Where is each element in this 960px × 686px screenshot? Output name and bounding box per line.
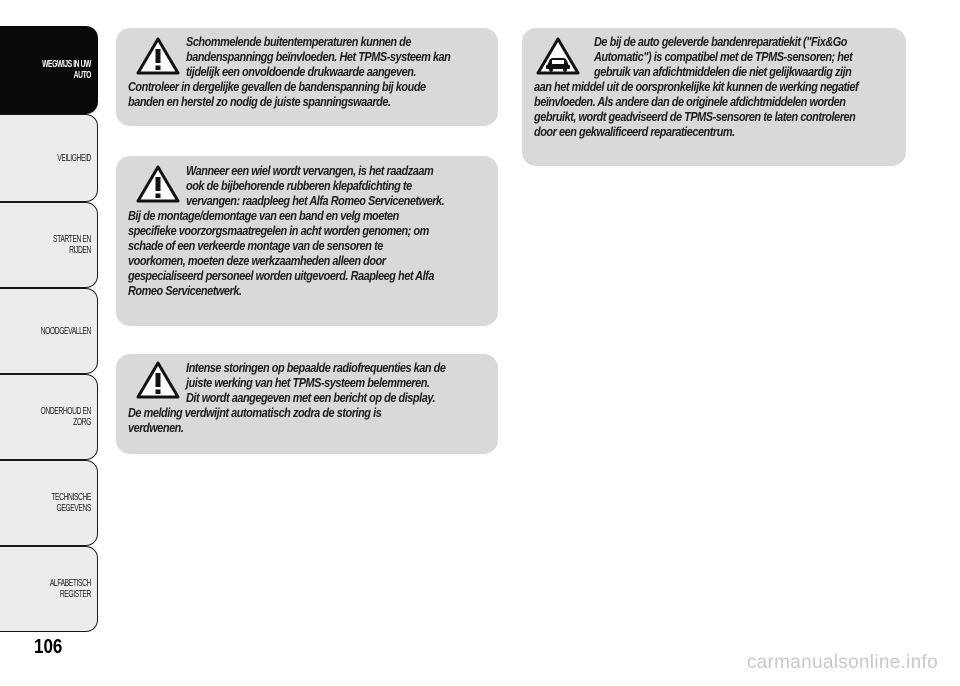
note-line: Schommelende buitentemperaturen kunnen de <box>186 34 411 49</box>
tab-label-line: STARTEN EN RIJDEN <box>53 234 91 256</box>
note-line: Automatic") is compatibel met de TPMS-sensoren; het <box>594 49 853 64</box>
tab-starten-en-rijden[interactable] <box>0 202 98 288</box>
tab-noodgevallen[interactable] <box>0 288 98 374</box>
note-line: voorkomen, moeten deze werkzaamheden alleen door <box>128 253 386 268</box>
note-line: bandenspanningg beïnvloeden. Het TPMS-systeem kan <box>186 49 451 64</box>
tab-label-line: VEILIGHEID <box>57 152 91 164</box>
tab-label-line: GEGEVENS <box>56 503 91 514</box>
note-line: gespecialiseerd personeel worden uitgevoerd. Raapleeg het Alfa <box>128 268 434 283</box>
note-line: aan het middel uit de oorspronkelijke kit kunnen de werking negatief <box>534 79 859 94</box>
tab-label-line: ALFABETISCH <box>49 578 91 589</box>
note-line: Dit wordt aangegeven met een bericht op de display. <box>186 390 436 405</box>
note-line: Intense storingen op bepaalde radiofrequenties kan de <box>186 360 446 375</box>
tab-onderhoud-en-zorg[interactable] <box>0 374 98 460</box>
tab-veiligheid[interactable] <box>0 114 98 202</box>
note-line: juiste werking van het TPMS-systeem belemmeren. <box>186 375 430 390</box>
note-line: specifieke voorzorgsmaatregelen in acht worden genomen; om <box>128 223 429 238</box>
note-line: ook de bijbehorende rubberen klepafdichting te <box>186 178 412 193</box>
note-line: Controleer in dergelijke gevallen de bandenspanning bij koude <box>128 79 426 94</box>
note-line: beïnvloeden. Als andere dan de originele afdichtmiddelen worden <box>534 94 846 109</box>
warning-note-temperature <box>116 28 498 126</box>
tab-label-line: REGISTER <box>59 589 91 600</box>
warning-note-wheel-change <box>116 156 498 326</box>
warning-note-radio-interference <box>116 354 498 454</box>
page-number: 106 <box>34 636 63 658</box>
note-line: schade of een verkeerde montage van de sensoren te <box>128 238 383 253</box>
note-line: gebruik van afdichtmiddelen die niet gelijkwaardig zijn <box>594 64 852 79</box>
note-line: Romeo Servicenetwerk. <box>128 283 242 298</box>
note-line: door een gekwalificeerd reparatiecentrum. <box>534 124 735 139</box>
tab-label-line: AUTO <box>73 70 91 81</box>
note-line: gebruikt, wordt geadviseerd de TPMS-sensoren te laten controleren <box>534 109 856 124</box>
tab-label-line: ZORG <box>73 417 91 428</box>
tab-label-line: ONDERHOUD EN <box>40 406 91 417</box>
tab-label-line: NOODGEVALLEN <box>40 325 91 337</box>
note-line: tijdelijk een onvoldoende drukwaarde aangeven. <box>186 64 416 79</box>
car-warning-icon <box>536 36 580 76</box>
tab-label-line: WEGWIJS IN UW <box>42 59 91 70</box>
watermark: carmanualsonline.info <box>746 652 938 673</box>
tab-technische-gegevens[interactable] <box>0 460 98 546</box>
tab-label-line: TECHNISCHE <box>51 492 91 503</box>
note-line: De melding verdwijnt automatisch zodra de storing is <box>128 405 382 420</box>
tab-wegwijs-in-uw-auto[interactable] <box>0 26 98 114</box>
note-line: vervangen: raadpleeg het Alfa Romeo Servicenetwerk. <box>186 193 445 208</box>
warning-triangle-icon <box>136 360 180 400</box>
note-line: verdwenen. <box>128 420 184 435</box>
caution-note-repair-kit <box>522 28 906 166</box>
warning-triangle-icon <box>136 164 180 204</box>
tab-alfabetisch-register[interactable] <box>0 546 98 632</box>
note-line: Bij de montage/demontage van een band en velg moeten <box>128 208 399 223</box>
chapter-sidebar <box>0 0 100 640</box>
note-line: Wanneer een wiel wordt vervangen, is het raadzaam <box>186 163 434 178</box>
note-line: banden en herstel zo nodig de juiste spanningswaarde. <box>128 94 391 109</box>
warning-triangle-icon <box>136 36 180 76</box>
note-line: De bij de auto geleverde bandenreparatiekit ("Fix&Go <box>594 34 848 49</box>
